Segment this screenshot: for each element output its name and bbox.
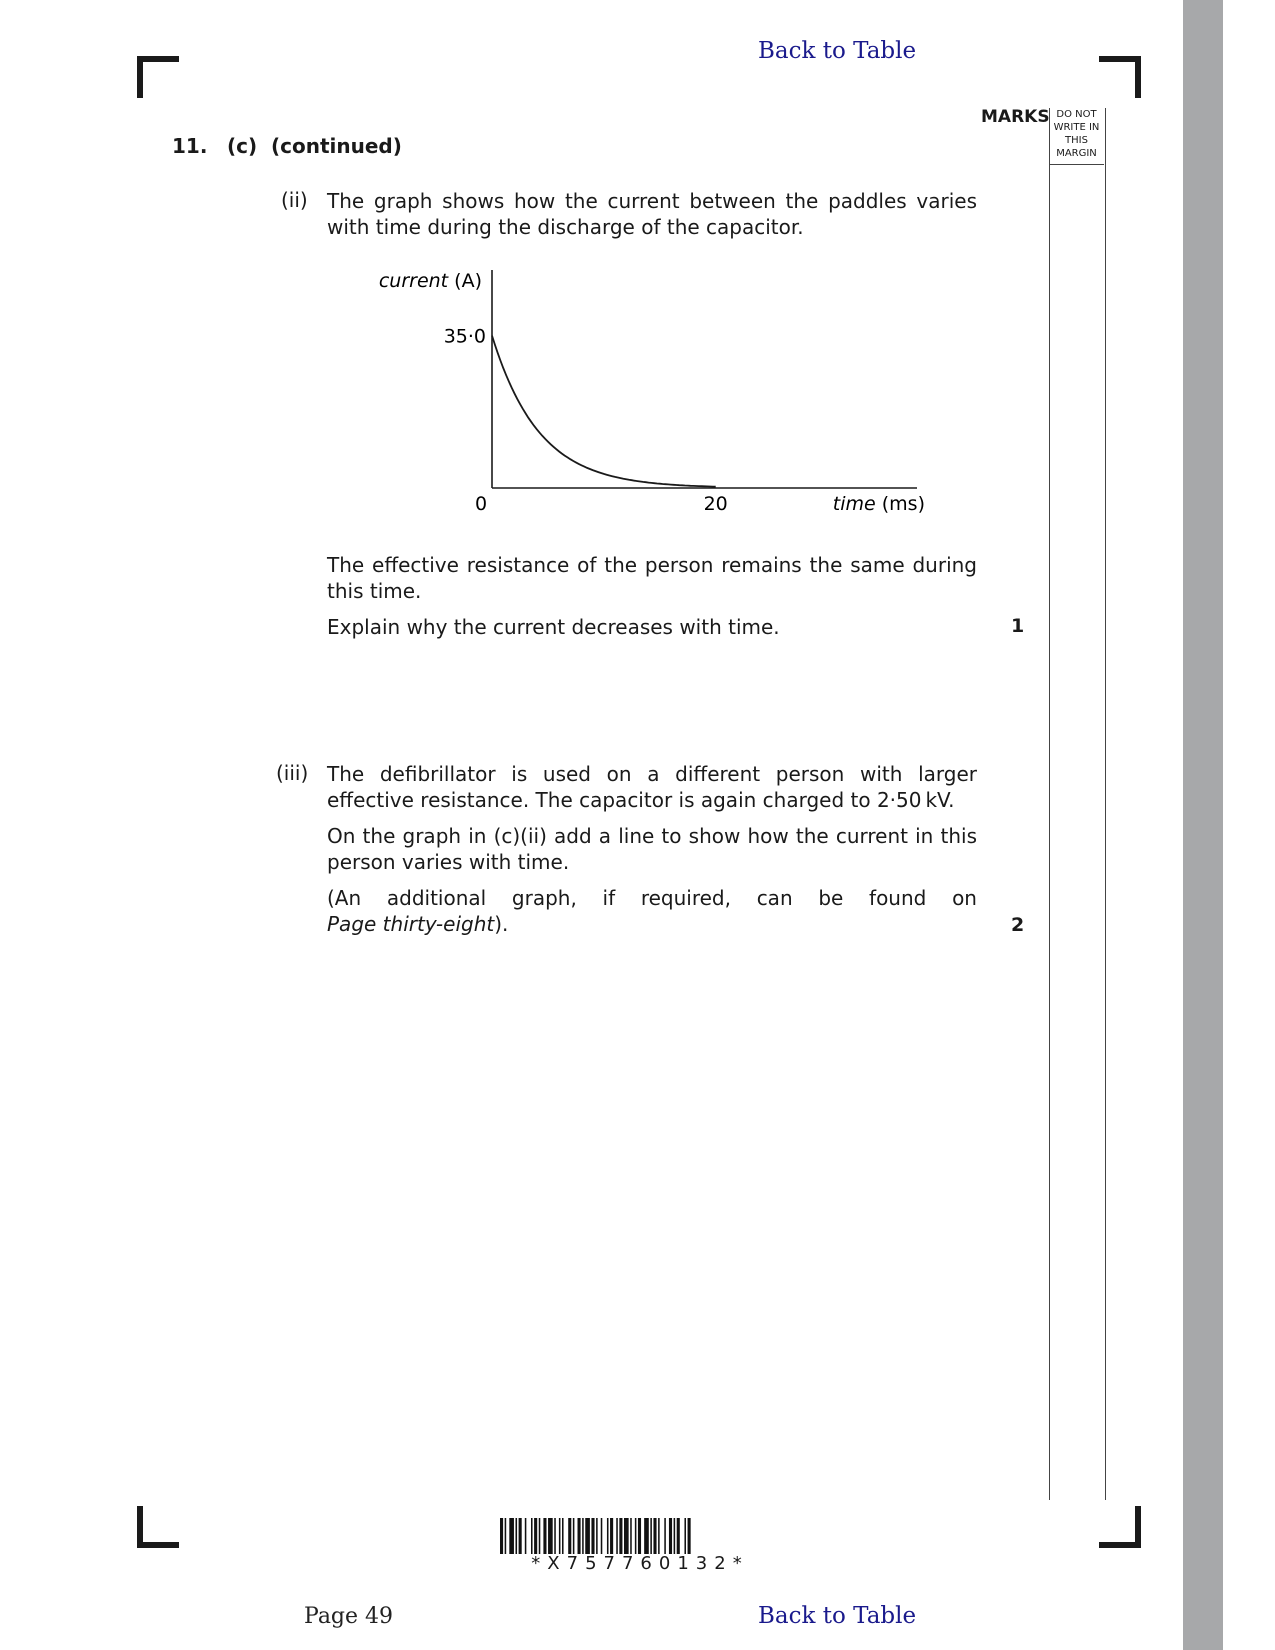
crop-mark-top-left xyxy=(137,56,179,98)
subpart-ii-label: (ii) xyxy=(281,188,308,212)
series-line-current xyxy=(492,336,716,487)
barcode-bar xyxy=(573,1518,575,1554)
barcode-bar xyxy=(658,1518,660,1554)
barcode-bar xyxy=(559,1518,561,1554)
note-word: on xyxy=(952,886,977,910)
barcode-bar xyxy=(677,1518,680,1554)
x-tick-label: 0 xyxy=(474,493,488,515)
note-word: (An xyxy=(327,886,362,910)
crop-mark-bottom-right xyxy=(1099,1506,1141,1548)
barcode-bar xyxy=(525,1518,527,1554)
barcode-bar xyxy=(644,1518,649,1554)
barcode-bar xyxy=(596,1518,598,1554)
barcode-bar xyxy=(543,1518,546,1554)
subpart-iii-label: (iii) xyxy=(276,761,309,785)
note-word: found xyxy=(869,886,927,910)
subpart-ii-text: The effective resistance of the person remains the same during this time. xyxy=(327,553,977,603)
barcode-bar xyxy=(601,1518,603,1554)
x-tick-label: 20 xyxy=(703,493,728,515)
crop-mark-top-right xyxy=(1099,56,1141,98)
subpart-iii-instruction: On the graph in (c)(ii) add a line to show how the current in this person varies with time. xyxy=(327,824,977,874)
subpart-iii-text: The defibrillator is used on a different person with larger effective resistance. The capacitor is again charged to 2·50 kV. xyxy=(327,762,977,812)
barcode-bar xyxy=(650,1518,652,1554)
margin-note xyxy=(1049,108,1104,165)
barcode-bar xyxy=(516,1518,518,1554)
barcode-bar xyxy=(548,1518,553,1554)
barcode-bar xyxy=(619,1518,622,1554)
y-tick-label: 35·0 xyxy=(443,325,486,348)
margin-note-line: DO NOT xyxy=(1056,109,1097,120)
barcode-bar xyxy=(500,1518,503,1554)
barcode-bar xyxy=(616,1518,618,1554)
barcode-bar xyxy=(539,1518,541,1554)
subpart-ii-marks: 1 xyxy=(1011,615,1025,637)
barcode-bar xyxy=(505,1518,507,1554)
subpart-iii-note-line1 xyxy=(327,885,977,911)
barcode-bar xyxy=(607,1518,609,1554)
barcode-bar xyxy=(674,1518,676,1554)
barcode-bar xyxy=(562,1518,564,1554)
barcode-bar xyxy=(585,1518,590,1554)
crop-mark-bottom-left xyxy=(137,1506,179,1548)
subpart-iii-note xyxy=(327,885,977,937)
subpart-ii-intro: The graph shows how the current between the paddles varies with time during the discharge of the capacitor. xyxy=(327,189,977,239)
x-axis-label: time (ms) xyxy=(832,493,925,515)
subpart-iii-note-line2 xyxy=(327,911,977,937)
question-number: 11. xyxy=(172,134,208,158)
barcode-number: *X757760132* xyxy=(531,1553,749,1574)
barcode-bar xyxy=(684,1518,686,1554)
page-number: Page 49 xyxy=(304,1604,394,1629)
note-word: be xyxy=(818,886,844,910)
right-margin-bar xyxy=(1183,0,1223,1650)
question-continued: (continued) xyxy=(271,134,402,158)
barcode-bar xyxy=(635,1518,637,1554)
subpart-ii-prompt: Explain why the current decreases with time. xyxy=(327,615,780,639)
note-word: graph, xyxy=(511,886,577,910)
barcode-bar xyxy=(519,1518,522,1554)
margin-note-line: THIS xyxy=(1065,135,1088,146)
barcode-bar xyxy=(568,1518,571,1554)
barcode-bar xyxy=(624,1518,629,1554)
barcode xyxy=(500,1518,774,1554)
barcode-bar xyxy=(531,1518,533,1554)
barcode-bar xyxy=(664,1518,666,1554)
note-word: additional xyxy=(386,886,487,910)
barcode-bar xyxy=(578,1518,581,1554)
back-to-table-link-bottom[interactable]: Back to Table xyxy=(758,1603,917,1629)
margin-note-line: MARGIN xyxy=(1056,148,1097,159)
back-to-table-link-top[interactable]: Back to Table xyxy=(758,38,917,64)
barcode-bar xyxy=(554,1518,556,1554)
margin-column xyxy=(1049,108,1106,1500)
page-reference: Page thirty-eight xyxy=(327,912,495,936)
barcode-bar xyxy=(591,1518,594,1554)
note-word: if xyxy=(602,886,616,910)
current-time-graph xyxy=(360,262,940,522)
barcode-bar xyxy=(653,1518,656,1554)
barcode-bar xyxy=(688,1518,691,1554)
margin-note-line: WRITE IN xyxy=(1053,122,1100,133)
barcode-bar xyxy=(669,1518,672,1554)
barcode-bar xyxy=(638,1518,641,1554)
note-word: required, xyxy=(640,886,731,910)
barcode-bar xyxy=(582,1518,584,1554)
barcode-bar xyxy=(534,1518,537,1554)
barcode-bar xyxy=(509,1518,514,1554)
note-end: ). xyxy=(494,912,509,936)
note-word: can xyxy=(756,886,793,910)
marks-heading: MARKS xyxy=(981,107,1050,127)
barcode-bar xyxy=(610,1518,613,1554)
y-axis-label: current (A) xyxy=(378,270,482,292)
question-part: (c) xyxy=(227,134,258,158)
barcode-bar xyxy=(630,1518,632,1554)
subpart-iii-marks: 2 xyxy=(1011,914,1025,936)
